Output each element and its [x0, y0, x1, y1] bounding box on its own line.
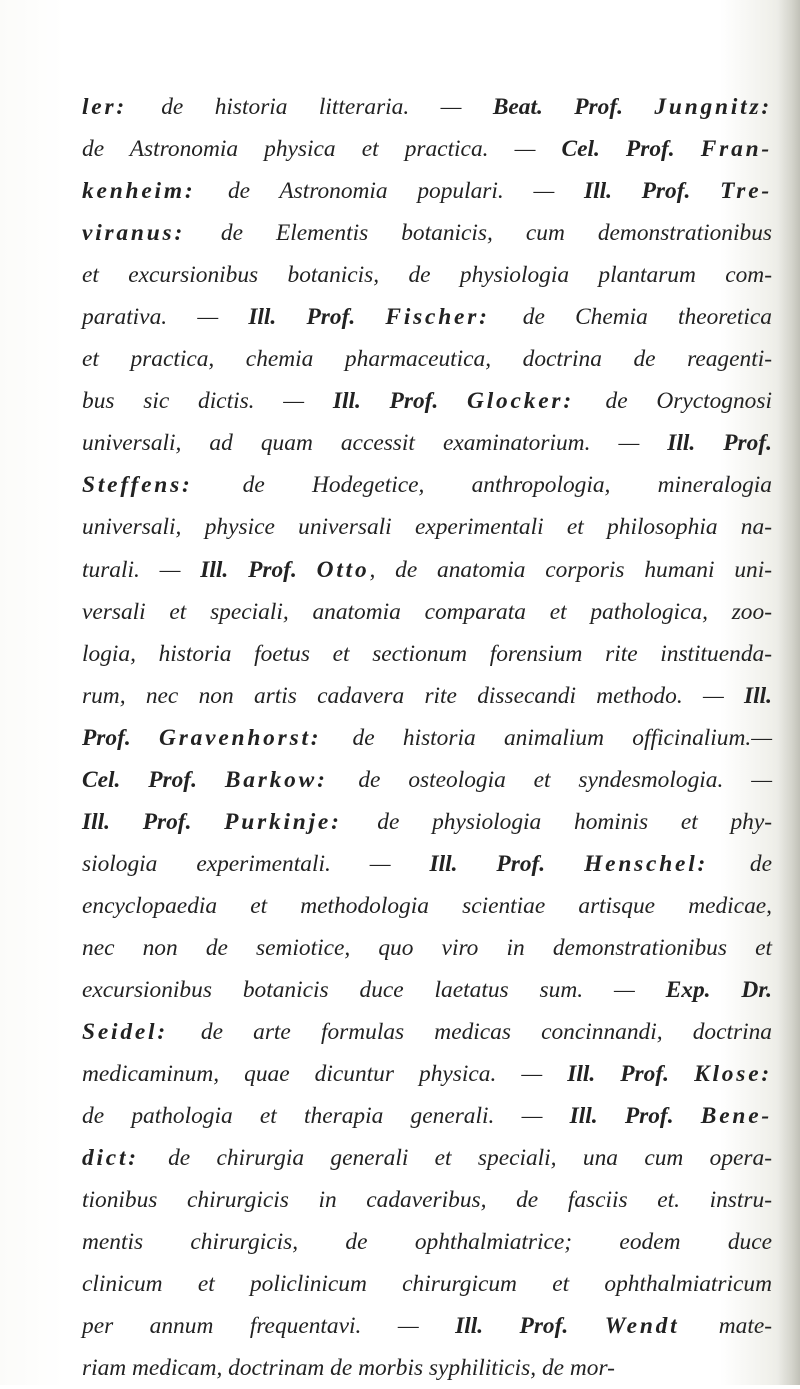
text-segment: turali. —	[82, 556, 201, 583]
text-segment: de osteologia et syndesmologia. —	[358, 766, 772, 793]
professor-name: Jungnitz:	[654, 94, 772, 120]
professor-name: Glocker:	[467, 388, 606, 415]
text-line	[82, 633, 772, 675]
text-segment: de Oryctognosi	[605, 388, 772, 415]
professor-name: Klose:	[694, 1061, 772, 1088]
title-text: Ill. Prof.	[455, 1313, 605, 1340]
professor-name: kenheim:	[82, 178, 228, 205]
text-segment: et excursionibus botanicis, de physiologia plantarum com-	[82, 262, 772, 289]
text-segment: de Astronomia populari. —	[227, 178, 584, 205]
text-line	[82, 1263, 772, 1305]
text-line	[82, 717, 772, 759]
text-line	[82, 1305, 772, 1347]
professor-name: Bene-	[700, 1103, 772, 1130]
professor-name: Steffens:	[82, 472, 243, 499]
professor-name: ler:	[82, 94, 162, 120]
title-text: Ill. Prof.	[332, 388, 468, 415]
title-text: Ill. Prof.	[667, 430, 772, 457]
professor-name: dict:	[82, 1145, 169, 1172]
text-segment: parativa. —	[82, 304, 249, 331]
text-segment: de chirurgia generali et speciali, una cum opera-	[168, 1145, 773, 1172]
text-line	[82, 1053, 772, 1095]
text-segment: universali, physice universali experimentali et philosophia na-	[82, 514, 772, 541]
text-line	[82, 927, 772, 969]
text-line	[82, 338, 772, 380]
body-text	[82, 86, 772, 1389]
text-segment: bus sic dictis. —	[82, 388, 333, 415]
professor-name: Henschel:	[584, 850, 750, 877]
title-text: Cel. Prof.	[561, 136, 701, 163]
text-line	[82, 380, 772, 422]
text-line	[82, 212, 772, 254]
text-line	[82, 843, 772, 885]
professor-name: Fischer:	[385, 304, 523, 331]
text-segment: tionibus chirurgicis in cadaveribus, de fasciis et. instru-	[82, 1187, 772, 1214]
text-line	[82, 296, 772, 338]
text-line	[82, 1095, 772, 1137]
page-edge-shadow	[778, 0, 800, 1385]
title-text: Ill. Prof.	[248, 304, 386, 331]
text-line	[82, 591, 772, 633]
title-text: Beat. Prof.	[492, 94, 655, 120]
text-line	[82, 1221, 772, 1263]
text-segment: riam medicam, doctrinam de morbis syphiliticis, de mor-	[82, 1355, 615, 1382]
title-text: Ill. Prof.	[82, 808, 225, 835]
text-segment: , de anatomia corporis humani uni-	[369, 556, 772, 583]
professor-name: Purkinje:	[224, 808, 378, 835]
text-segment: de historia animalium officinalium.—	[352, 724, 773, 751]
title-text: Cel. Prof.	[82, 766, 225, 793]
text-segment: versali et speciali, anatomia comparata et pathologica, zoo-	[82, 598, 772, 625]
professor-name: Seidel:	[82, 1019, 201, 1046]
title-text: Ill. Prof.	[429, 850, 585, 877]
title-text: Ill. Prof.	[200, 556, 317, 583]
text-segment: de historia litteraria. —	[161, 94, 493, 120]
text-segment: de physiologia hominis et phy-	[377, 808, 773, 835]
text-line	[82, 506, 772, 548]
title-text: Ill. Prof.	[583, 178, 721, 205]
text-segment: mate-	[718, 1313, 773, 1340]
text-segment: medicaminum, quae dicuntur physica. —	[82, 1061, 568, 1088]
text-line	[82, 128, 772, 170]
text-segment: universali, ad quam accessit examinatorium. —	[82, 430, 668, 457]
text-line	[82, 885, 772, 927]
text-segment: nec non de semiotice, quo viro in demonstrationibus et	[82, 934, 772, 961]
text-segment: logia, historia foetus et sectionum forensium rite instituenda-	[82, 640, 772, 667]
text-line	[82, 1347, 772, 1389]
text-line	[82, 969, 772, 1011]
text-segment: de Astronomia physica et practica. —	[82, 136, 562, 163]
professor-name: Tre-	[720, 178, 772, 205]
text-line	[82, 86, 772, 128]
title-text: Prof.	[82, 724, 160, 751]
text-segment: rum, nec non artis cadavera rite dissecandi methodo. —	[82, 682, 745, 709]
text-line	[82, 422, 772, 464]
professor-name: Otto	[316, 556, 370, 583]
text-line	[82, 170, 772, 212]
text-line	[82, 759, 772, 801]
professor-name: Wendt	[604, 1313, 719, 1340]
text-segment: de Elementis botanicis, cum demonstrationibus	[220, 220, 772, 247]
text-segment: per annum frequentavi. —	[82, 1313, 456, 1340]
text-segment: de pathologia et therapia generali. —	[82, 1103, 570, 1130]
text-line	[82, 549, 772, 591]
professor-name: Gravenhorst:	[159, 724, 353, 751]
text-line	[82, 254, 772, 296]
text-segment: de arte formulas medicas concinnandi, doctrina	[200, 1019, 773, 1046]
text-segment: encyclopaedia et methodologia scientiae artisque medicae,	[82, 892, 772, 919]
text-segment: excursionibus botanicis duce laetatus sum. —	[82, 976, 666, 1003]
title-text: Exp. Dr.	[665, 976, 772, 1003]
text-segment: de Chemia theoretica	[522, 304, 772, 331]
text-line	[82, 464, 772, 506]
title-text: Ill. Prof.	[567, 1061, 695, 1088]
text-segment: clinicum et policlinicum chirurgicum et ophthalmiatricum	[82, 1271, 772, 1298]
professor-name: Fran-	[700, 136, 773, 163]
text-segment: mentis chirurgicis, de ophthalmiatrice; eodem duce	[82, 1229, 772, 1256]
text-segment: et practica, chemia pharmaceutica, doctrina de reagenti-	[82, 346, 772, 373]
text-segment: siologia experimentali. —	[82, 850, 430, 877]
text-segment: de Hodegetice, anthropologia, mineralogia	[242, 472, 772, 499]
text-line	[82, 1011, 772, 1053]
text-line	[82, 1179, 772, 1221]
title-text: Ill.	[744, 682, 772, 709]
text-segment: de	[749, 850, 772, 877]
professor-name: viranus:	[82, 220, 221, 247]
text-line	[82, 675, 772, 717]
text-line	[82, 1137, 772, 1179]
professor-name: Barkow:	[224, 766, 359, 793]
text-line	[82, 801, 772, 843]
title-text: Ill. Prof.	[569, 1103, 701, 1130]
